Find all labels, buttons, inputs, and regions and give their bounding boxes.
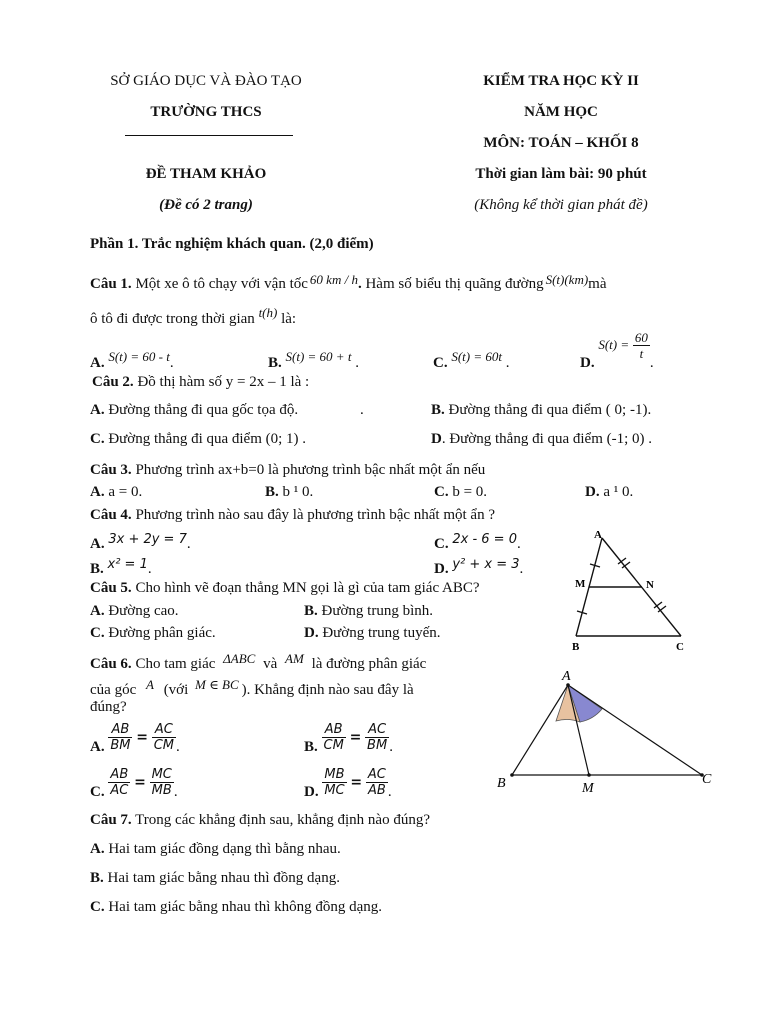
q2-option-a-text: Đường thẳng đi qua gốc tọa độ. [108, 402, 299, 418]
q1-option-c[interactable]: C. S(t) = 60t . [433, 349, 510, 371]
q4-option-d-text: y² + x = 3 [452, 557, 520, 572]
q7-option-b[interactable] [90, 870, 340, 887]
q7-option-b-text: Hai tam giác bằng nhau thì đồng dạng. [107, 870, 340, 886]
option-label: A. [90, 355, 105, 371]
q1-line2-end: là: [281, 311, 297, 327]
q3-option-a[interactable] [90, 484, 142, 501]
q1-label: Câu 1. [90, 276, 132, 292]
option-label: D. [434, 561, 449, 577]
q4-label: Câu 4. [90, 507, 132, 523]
point-m [587, 773, 591, 777]
q2-option-c[interactable] [90, 431, 306, 448]
option-label: C. [433, 355, 448, 371]
q1-text-a: Một xe ô tô chạy với vận tốc [135, 276, 308, 292]
q1-speed: 60 km / h [309, 272, 358, 287]
option-label: B. [431, 402, 445, 418]
question-6-line2: của góc A (với M ∈ BC ). Khẳng định nào sau đây là [90, 677, 414, 698]
page-count-note: (Đề có 2 trang) [159, 197, 253, 213]
option-label: D. [585, 484, 600, 500]
q4-option-d[interactable]: D. y² + x = 3. [434, 557, 524, 577]
q5-option-c[interactable] [90, 625, 216, 642]
angle-bisector-figure [490, 665, 730, 800]
q4-option-b[interactable]: B. x² = 1. [90, 557, 152, 577]
q3-option-c[interactable] [434, 484, 487, 501]
q3-text: Phương trình ax+b=0 là phương trình bậc nhất một ẩn nếu [135, 462, 486, 478]
q6-label: Câu 6. [90, 656, 132, 672]
q1-option-d-fraction: $\frac{60}{t}$ [634, 330, 648, 361]
point-m-label: M [582, 781, 594, 796]
option-label: A. [90, 484, 105, 500]
q1-option-c-text: S(t) = 60t [451, 349, 502, 364]
q2-stray-dot: . [360, 402, 364, 418]
option-label: D. [304, 783, 319, 800]
exam-title: KIỂM TRA HỌC KỲ II [483, 73, 639, 89]
q4-option-a[interactable]: A. 3x + 2y = 7. [90, 532, 191, 552]
q1-option-d-lhs: S(t) = [598, 336, 630, 352]
q2-option-a[interactable] [90, 402, 298, 419]
question-6-line1: Câu 6. Cho tam giác ΔABC và AM là đường phân giác [90, 651, 427, 672]
q4-option-b-text: x² = 1 [107, 557, 148, 572]
q3-label: Câu 3. [90, 462, 132, 478]
option-label: B. [304, 738, 318, 755]
option-label: C. [434, 484, 449, 500]
triangle-midline-figure [560, 525, 700, 657]
q1-option-b-text: S(t) = 60 + t [285, 349, 352, 364]
q4-option-c-text: 2x - 6 = 0 [452, 532, 517, 547]
q5-label: Câu 5. [90, 580, 132, 596]
q3-option-d[interactable] [585, 484, 633, 501]
q4-text: Phương trình nào sau đây là phương trình bậc nhất một ẩn ? [135, 507, 495, 523]
vertex-b-label: B [497, 776, 506, 791]
q7-label: Câu 7. [90, 812, 132, 828]
vertex-c-label: C [702, 772, 712, 787]
option-label: B. [265, 484, 279, 500]
vertex-c-label: C [676, 641, 684, 653]
option-label: A. [90, 738, 105, 755]
q7-option-c[interactable] [90, 899, 382, 916]
q3-option-b[interactable] [265, 484, 313, 501]
subject-grade: MÔN: TOÁN – KHỐI 8 [483, 135, 639, 151]
q5-option-a-text: Đường cao. [108, 603, 179, 619]
question-4 [90, 507, 495, 524]
q5-text: Cho hình vẽ đoạn thẳng MN gọi là gì của tam giác ABC? [135, 580, 480, 596]
option-label: A. [90, 841, 105, 857]
question-2 [92, 374, 309, 391]
q1-option-a-text: S(t) = 60 - t [108, 349, 170, 364]
q5-option-d[interactable] [304, 625, 440, 642]
school-name: TRƯỜNG THCS [150, 104, 262, 120]
option-label: A. [90, 603, 105, 619]
option-label: B. [90, 870, 104, 886]
point-b [510, 773, 514, 777]
q2-option-b[interactable] [431, 402, 651, 419]
q1-line2: ô tô đi được trong thời gian [90, 311, 255, 327]
exam-type-title: ĐỀ THAM KHẢO [145, 166, 267, 182]
q2-option-b-text: Đường thẳng đi qua điểm ( 0; -1). [448, 402, 652, 418]
option-label: A. [90, 536, 105, 552]
duration-note: (Không kể thời gian phát đề) [474, 197, 648, 213]
q2-option-d[interactable] [431, 431, 652, 448]
q1-text-b: Hàm số biểu thị quãng đường [365, 276, 544, 292]
option-label: B. [90, 561, 104, 577]
q3-option-d-text: a ¹ 0. [603, 484, 634, 500]
q5-option-b[interactable] [304, 603, 433, 620]
q1-time: t(h) [258, 305, 278, 320]
q3-option-b-text: b ¹ 0. [282, 484, 314, 500]
question-7 [90, 812, 430, 829]
q1-text-c: mà [588, 276, 607, 292]
option-label: A. [90, 402, 105, 418]
q2-option-d-text: . Đường thẳng đi qua điểm (-1; 0) . [441, 431, 653, 447]
option-label: D. [304, 625, 319, 641]
q1-option-d[interactable]: D. S(t) = $\frac{60}{t}$ . [580, 330, 654, 371]
q2-option-c-text: Đường thẳng đi qua điểm (0; 1) . [108, 431, 307, 447]
option-label: C. [90, 899, 105, 915]
school-year: NĂM HỌC [524, 104, 598, 120]
side-ab [512, 685, 568, 775]
q3-option-c-text: b = 0. [452, 484, 488, 500]
q1-function: S(t)(km) [545, 272, 589, 287]
q6-option-c[interactable]: C. $\frac{AB}{AC}$ = $\frac{MC}{MB}$ . [90, 767, 178, 800]
option-label: C. [90, 783, 105, 800]
vertex-a-label: A [594, 529, 602, 541]
q7-option-c-text: Hai tam giác bằng nhau thì không đồng dạng. [108, 899, 383, 915]
q5-option-a[interactable] [90, 603, 179, 620]
q1-option-a[interactable]: A. S(t) = 60 - t. [90, 349, 174, 371]
vertex-a-label: A [562, 669, 571, 684]
q2-label: Câu 2. [92, 374, 134, 390]
department-name: SỞ GIÁO DỤC VÀ ĐÀO TẠO [110, 73, 302, 89]
question-1-line1: Câu 1. Một xe ô tô chạy với vận tốc 60 km / h. Hàm số biểu thị quãng đường S(t)(km)mà [90, 272, 607, 292]
point-m-label: M [575, 578, 586, 590]
q4-option-c[interactable]: C. 2x - 6 = 0. [434, 532, 521, 552]
q6-option-d[interactable]: D. $\frac{MB}{MC}$ = $\frac{AC}{AB}$ . [304, 767, 392, 800]
option-label: C. [90, 431, 105, 447]
q5-option-d-text: Đường trung tuyến. [322, 625, 441, 641]
q7-text: Trong các khẳng định sau, khẳng định nào đúng? [135, 812, 430, 828]
q4-option-a-text: 3x + 2y = 7 [108, 532, 187, 547]
side-ac [568, 685, 702, 775]
q6-option-a[interactable]: A. $\frac{AB}{BM}$ = $\frac{AC}{CM}$ . [90, 722, 180, 755]
vertex-b-label: B [572, 641, 580, 653]
q1-option-b[interactable]: B. S(t) = 60 + t . [268, 349, 359, 371]
q3-option-a-text: a = 0. [108, 484, 143, 500]
option-label: D [431, 431, 442, 447]
question-1-line2 [90, 305, 296, 328]
part1-title: Phần 1. Trắc nghiệm khách quan. (2,0 điểm) [90, 236, 374, 252]
q7-option-a-text: Hai tam giác đồng dạng thì bằng nhau. [108, 841, 341, 857]
duration: Thời gian làm bài: 90 phút [475, 166, 647, 182]
option-label: C. [90, 625, 105, 641]
question-5 [90, 580, 480, 597]
q2-text: Đồ thị hàm số y = 2x – 1 là : [137, 374, 310, 390]
q5-option-b-text: Đường trung bình. [321, 603, 433, 619]
option-label: D. [580, 354, 595, 371]
option-label: C. [434, 536, 449, 552]
q7-option-a[interactable] [90, 841, 341, 858]
question-6-line3: đúng? [90, 699, 127, 715]
header-divider [125, 135, 293, 136]
q6-option-b[interactable]: B. $\frac{AB}{CM}$ = $\frac{AC}{BM}$ . [304, 722, 393, 755]
point-n-label: N [646, 579, 654, 591]
option-label: B. [268, 355, 282, 371]
q5-option-c-text: Đường phân giác. [108, 625, 216, 641]
option-label: B. [304, 603, 318, 619]
question-3 [90, 462, 485, 479]
